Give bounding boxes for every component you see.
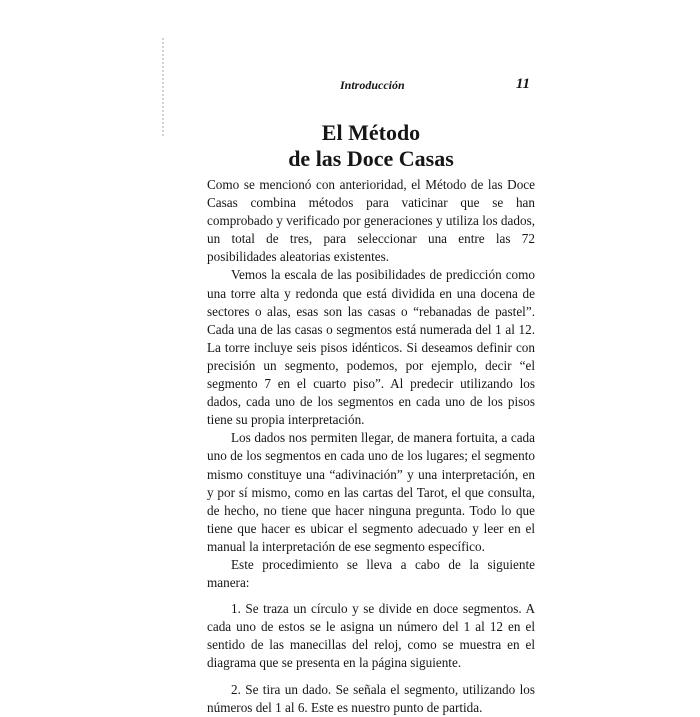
chapter-title-line-1: El Método bbox=[321, 120, 421, 145]
chapter-title bbox=[207, 120, 535, 172]
paragraph-intro: Como se mencionó con anterioridad, el Método de las Doce Casas combina métodos para vaticinar que se han comprobado y verificado por generaciones y utiliza los dados, un total de tres, para seleccionar una entre las 72 posibilidades aleatorias existentes. bbox=[207, 177, 535, 265]
list-item-step-2: 2. Se tira un dado. Se señala el segmento, utilizando los números del 1 al 6. Este es nuestro punto de partida. bbox=[207, 681, 535, 715]
running-head-section: Introducción bbox=[340, 78, 405, 92]
paragraph-tower: Vemos la escala de las posibilidades de predicción como una torre alta y redonda que está dividida en una docena de sectores o alas, esas son las casas o “rebanadas de pastel”. Cada una de las casas o segmentos está numerada del 1 al 12. La torre incluye seis pisos idénticos. Si deseamos definir con precisión un segmento, podemos, por ejemplo, decir “el segmento 7 en el cuarto piso”. Al predecir utilizando los dados, cada uno de los segmentos en cada uno de los pisos tiene su propia interpretación. bbox=[207, 267, 535, 428]
paragraph-dice: Los dados nos permiten llegar, de manera fortuita, a cada uno de los segmentos en cada uno de los lugares; el segmento mismo constituye una “adivinación” y una interpretación, en y por sí mismo, como en las cartas del Tarot, el que consulta, de hecho, no tiene que hacer ninguna pregunta. Todo lo que tiene que hacer es ubicar el segmento adecuado y leer en el manual la interpretación de ese segmento específico. bbox=[207, 430, 535, 554]
running-head bbox=[207, 76, 532, 96]
body-text bbox=[207, 176, 535, 717]
paragraph-procedure: Este procedimiento se lleva a cabo de la siguiente manera: bbox=[207, 556, 535, 591]
page-number: 11 bbox=[515, 76, 530, 92]
page-binding-mark bbox=[162, 38, 170, 136]
list-item-step-1: 1. Se traza un círculo y se divide en doce segmentos. A cada uno de estos se le asigna un número del 1 al 12 en el sentido de las manecillas del reloj, como se muestra en el diagrama que se presenta en la página siguiente. bbox=[207, 601, 535, 671]
chapter-title-line-2: de las Doce Casas bbox=[288, 146, 454, 171]
